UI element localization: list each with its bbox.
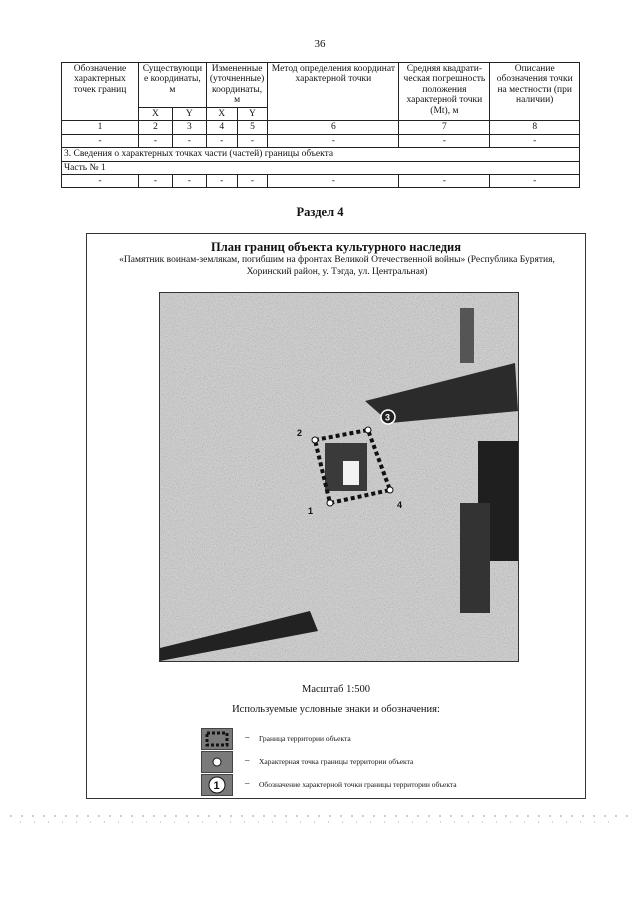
cell: - — [237, 134, 268, 147]
cell: - — [206, 174, 237, 187]
cell: - — [490, 174, 580, 187]
header-description: Описание обозначения точки на местности (при наличии) — [490, 63, 580, 121]
header-error: Средняя квадрати- ческая погрешность положения характерной точки (Mt), м — [399, 63, 490, 121]
shadow-right — [460, 503, 490, 613]
cell: - — [399, 134, 490, 147]
monument-plinth — [343, 461, 359, 485]
part-heading: Часть № 1 — [62, 161, 580, 174]
header-method: Метод определения координат характерной точки — [268, 63, 399, 121]
point-symbol-icon — [201, 751, 233, 773]
point-label: 2 — [297, 428, 303, 438]
cell: - — [206, 134, 237, 147]
header-x2: X — [206, 107, 237, 120]
cell: - — [62, 134, 139, 147]
legend-dash: – — [245, 755, 250, 765]
header-x: X — [139, 107, 173, 120]
plan-subtitle: «Памятник воинам-землякам, погибшим на фронтах Великой Отечественной войны» (Республика Бурятия, Хоринский район, у. Тэгда, ул. Центральная) — [119, 255, 555, 277]
cell: 8 — [490, 121, 580, 134]
point-label: 3 — [385, 412, 391, 423]
header-existing: Существующи е координаты, м — [139, 63, 207, 108]
plan-title: План границ объекта культурного наследия — [211, 240, 461, 254]
point-label: 1 — [308, 506, 314, 516]
cell: - — [139, 174, 173, 187]
map-image — [160, 293, 518, 661]
coordinates-table — [61, 62, 580, 188]
cell: 7 — [399, 121, 490, 134]
legend — [201, 728, 501, 798]
table-row-numbers — [62, 121, 580, 134]
cell: 2 — [139, 121, 173, 134]
cell: 3 — [172, 121, 206, 134]
cell: 5 — [237, 121, 268, 134]
cell: - — [268, 134, 399, 147]
cell: - — [172, 134, 206, 147]
cell: - — [139, 134, 173, 147]
cell: - — [237, 174, 268, 187]
cell: - — [399, 174, 490, 187]
page-number: 36 — [314, 38, 326, 50]
cell: 6 — [268, 121, 399, 134]
point-marker — [312, 437, 318, 443]
header-updated: Измененные (уточненные) координаты, м — [206, 63, 268, 108]
legend-item-point: Характерная точка границы территории объекта — [259, 757, 414, 766]
cell: - — [490, 134, 580, 147]
point-label: 4 — [397, 500, 403, 510]
cell: - — [172, 174, 206, 187]
cell: - — [62, 174, 139, 187]
point-marker — [365, 427, 371, 433]
point-marker — [327, 500, 333, 506]
cell: - — [268, 174, 399, 187]
scan-noise — [0, 812, 640, 826]
legend-dash: – — [245, 732, 250, 742]
cell: 1 — [62, 121, 139, 134]
header-points: Обозначение характерных точек границ — [62, 63, 139, 121]
legend-item-point-label: Обозначение характерной точки границы территории объекта — [259, 780, 457, 789]
legend-title: Используемые условные знаки и обозначения: — [232, 704, 440, 715]
legend-dash: – — [245, 778, 250, 788]
table-row-dashes — [62, 134, 580, 147]
legend-item-boundary: Граница территории объекта — [259, 734, 351, 743]
boundary-symbol-icon — [201, 728, 233, 750]
section3-heading: 3. Сведения о характерных точках части (частей) границы объекта — [62, 148, 580, 161]
aerial-map — [159, 292, 519, 662]
point-marker — [387, 487, 393, 493]
plan-frame — [86, 233, 586, 799]
legend-marker-text: 1 — [213, 780, 220, 792]
cell: 4 — [206, 121, 237, 134]
header-y2: Y — [237, 107, 268, 120]
pole-top — [460, 308, 474, 363]
point-label-symbol-icon — [201, 774, 233, 796]
table-row-dashes-part — [62, 174, 580, 187]
section-title: Раздел 4 — [296, 205, 344, 219]
header-y: Y — [172, 107, 206, 120]
scale-label: Масштаб 1:500 — [301, 684, 370, 695]
